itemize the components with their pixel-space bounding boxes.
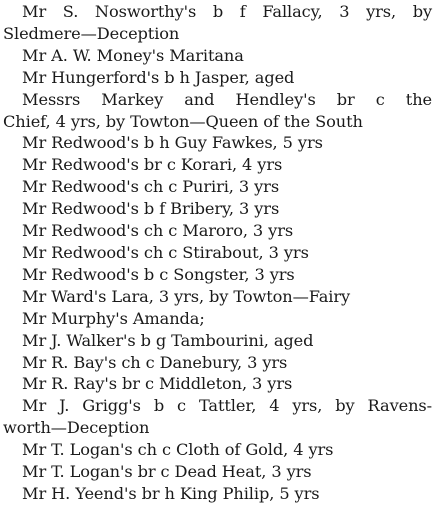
list-item xyxy=(0,483,436,505)
entry-line: Mr Redwood's b h Guy Fawkes, 5 yrs xyxy=(22,133,323,153)
list-item xyxy=(0,154,436,176)
list-item xyxy=(0,220,436,242)
list-item xyxy=(0,395,436,439)
entry-line: Mr J. Walker's b g Tambourini, aged xyxy=(22,330,314,350)
entry-line: Mr Ward's Lara, 3 yrs, by Towton—Fairy xyxy=(22,286,351,306)
entry-line: Mr R. Ray's br c Middleton, 3 yrs xyxy=(22,374,293,394)
list-item xyxy=(0,439,436,461)
entry-line: Mr Redwood's ch c Maroro, 3 yrs xyxy=(22,221,294,241)
entry-line: Mr R. Bay's ch c Danebury, 3 yrs xyxy=(22,352,288,372)
list-item xyxy=(0,308,436,330)
entry-line: Mr T. Logan's ch c Cloth of Gold, 4 yrs xyxy=(22,440,334,460)
entry-line: Mr Hungerford's b h Jasper, aged xyxy=(22,67,295,87)
list-item xyxy=(0,264,436,286)
list-item xyxy=(0,176,436,198)
list-item xyxy=(0,132,436,154)
list-item xyxy=(0,67,436,89)
entry-line: Mr H. Yeend's br h King Philip, 5 yrs xyxy=(22,483,320,503)
list-item xyxy=(0,45,436,67)
entry-line: Messrs Markey and Hendley's br c the xyxy=(22,89,432,109)
list-item xyxy=(0,461,436,483)
entry-line: Mr Redwood's b c Songster, 3 yrs xyxy=(22,264,295,284)
entry-continuation: Sledmere—Deception xyxy=(3,23,180,43)
list-item xyxy=(0,198,436,220)
entry-line: Mr J. Grigg's b c Tattler, 4 yrs, by Ravens- xyxy=(22,396,432,416)
entry-line: Mr T. Logan's br c Dead Heat, 3 yrs xyxy=(22,462,312,482)
list-item xyxy=(0,242,436,264)
entry-line: Mr Murphy's Amanda; xyxy=(22,308,205,328)
entry-line: Mr A. W. Money's Maritana xyxy=(22,45,244,65)
entry-continuation: worth—Deception xyxy=(3,418,150,438)
entry-line: Mr Redwood's br c Korari, 4 yrs xyxy=(22,155,283,175)
entry-line: Mr Redwood's ch c Puriri, 3 yrs xyxy=(22,177,280,197)
list-item xyxy=(0,89,436,133)
list-item xyxy=(0,373,436,395)
entry-line: Mr S. Nosworthy's b f Fallacy, 3 yrs, by xyxy=(22,2,432,21)
entry-line: Mr Redwood's b f Bribery, 3 yrs xyxy=(22,199,280,219)
list-item xyxy=(0,1,436,45)
entry-continuation: Chief, 4 yrs, by Towton—Queen of the South xyxy=(3,111,363,131)
list-item xyxy=(0,352,436,374)
list-item xyxy=(0,330,436,352)
entry-line: Mr Redwood's ch c Stirabout, 3 yrs xyxy=(22,242,309,262)
list-item xyxy=(0,286,436,308)
